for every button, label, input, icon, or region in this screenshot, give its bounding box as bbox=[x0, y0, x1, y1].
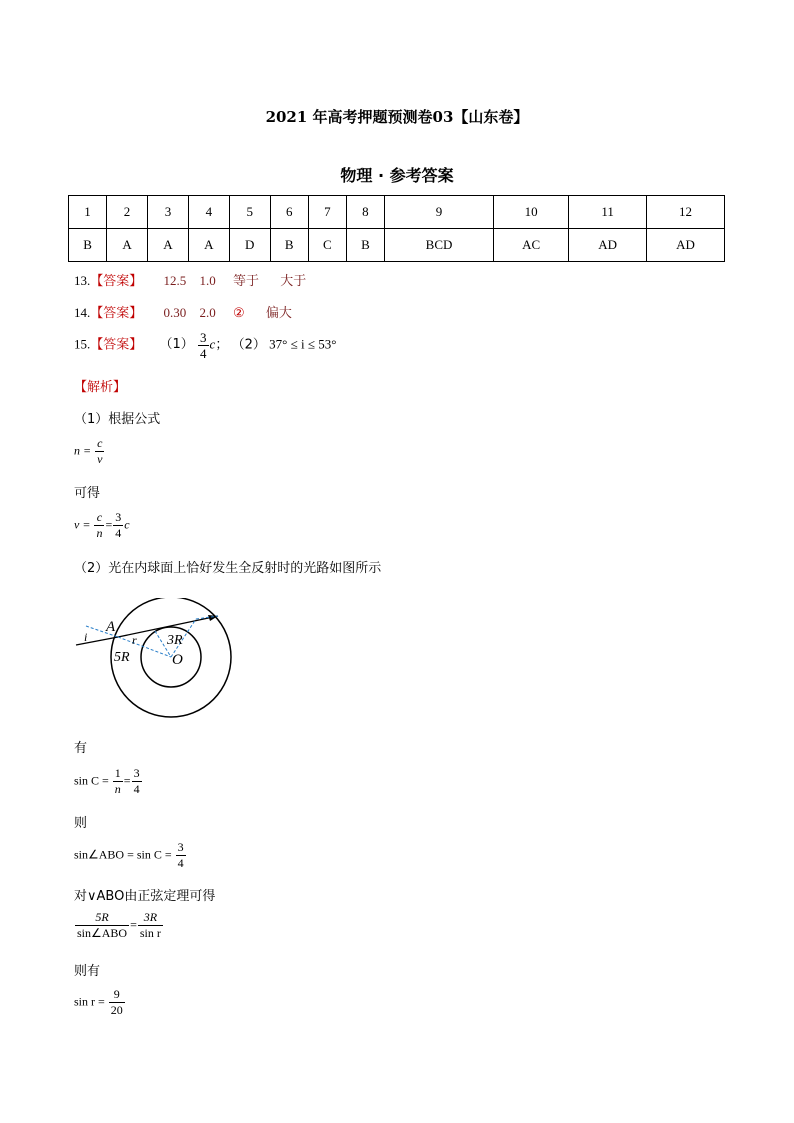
fraction-numerator: 3 bbox=[200, 330, 207, 345]
label-i: i bbox=[84, 630, 88, 644]
table-cell: 12 bbox=[647, 196, 725, 229]
fraction bbox=[138, 910, 163, 941]
table-cell: 9 bbox=[384, 196, 493, 229]
equation bbox=[74, 436, 105, 467]
fraction-denominator: 4 bbox=[133, 782, 140, 796]
analysis-tag: 【解析】 bbox=[74, 380, 127, 395]
fraction bbox=[132, 766, 142, 797]
label-5r: 5R bbox=[114, 650, 130, 665]
fraction-numerator: 3R bbox=[138, 910, 163, 926]
table-cell: AD bbox=[647, 229, 725, 262]
table-row-answers bbox=[69, 229, 725, 262]
answer-line-13 bbox=[74, 270, 306, 289]
fraction bbox=[198, 330, 209, 361]
equation-lhs: v = bbox=[74, 517, 91, 532]
table-cell: 7 bbox=[308, 196, 346, 229]
label-3r: 3R bbox=[167, 633, 183, 648]
analysis-paragraph: 则有 bbox=[74, 964, 101, 979]
answer-value: 等于 bbox=[233, 274, 260, 289]
question-number: 13. bbox=[74, 273, 91, 288]
equation bbox=[74, 910, 164, 941]
page-subtitle: 物理 · 参考答案 bbox=[340, 166, 454, 185]
fraction-denominator: n bbox=[96, 526, 103, 540]
fraction bbox=[95, 436, 104, 467]
fraction-denominator: 4 bbox=[177, 856, 184, 870]
variable: c bbox=[124, 517, 130, 532]
analysis-paragraph: （1）根据公式 bbox=[74, 412, 161, 427]
label-o: O bbox=[172, 652, 183, 668]
equation bbox=[74, 987, 126, 1018]
answer-tag: 【答案】 bbox=[90, 306, 143, 321]
table-cell: BCD bbox=[384, 229, 493, 262]
label-a: A bbox=[106, 619, 116, 635]
fraction-numerator: 1 bbox=[114, 766, 121, 780]
equation-lhs: sin C = bbox=[74, 773, 109, 788]
question-number: 15. bbox=[74, 336, 91, 352]
answer-value: 2.0 bbox=[199, 305, 216, 320]
equals: = bbox=[123, 773, 131, 788]
fraction bbox=[176, 840, 186, 871]
equation-lhs: sin∠ABO = sin C = bbox=[74, 847, 172, 862]
table-cell: 11 bbox=[569, 196, 647, 229]
fraction-numerator: c bbox=[97, 436, 103, 450]
fraction-numerator: 3 bbox=[133, 766, 140, 780]
fraction-numerator: 3 bbox=[177, 840, 184, 854]
table-cell: 3 bbox=[147, 196, 188, 229]
question-number: 14. bbox=[74, 305, 91, 320]
table-cell: 1 bbox=[69, 196, 107, 229]
fraction-numerator: 3 bbox=[115, 510, 122, 524]
equation-lhs: n = bbox=[74, 443, 92, 458]
part-label: （1） bbox=[159, 337, 194, 353]
table-cell: D bbox=[229, 229, 270, 262]
fraction bbox=[75, 910, 129, 941]
separator: ； bbox=[215, 336, 229, 352]
table-cell: AC bbox=[494, 229, 569, 262]
analysis-paragraph: （2）光在内球面上恰好发生全反射时的光路如图所示 bbox=[74, 561, 382, 576]
fraction bbox=[113, 766, 123, 797]
fraction-denominator: 4 bbox=[115, 526, 122, 540]
page-title: 2021 年高考押题预测卷03【山东卷】 bbox=[265, 108, 529, 126]
answer-table bbox=[68, 195, 725, 262]
equals: = bbox=[105, 517, 113, 532]
answer-value: ② bbox=[233, 305, 245, 320]
answer-value: 大于 bbox=[280, 274, 307, 289]
fraction bbox=[109, 987, 125, 1018]
analysis-paragraph: 则 bbox=[74, 816, 88, 831]
table-cell: 2 bbox=[107, 196, 148, 229]
table-cell: A bbox=[147, 229, 188, 262]
table-cell: AD bbox=[569, 229, 647, 262]
fraction-numerator: c bbox=[94, 510, 104, 526]
table-cell: B bbox=[69, 229, 107, 262]
analysis-paragraph: 对∨ABO由正弦定理可得 bbox=[74, 889, 216, 904]
answer-value: 偏大 bbox=[265, 306, 292, 321]
incident-ray bbox=[76, 637, 118, 645]
equation bbox=[74, 840, 187, 871]
fraction-denominator: sin∠ABO bbox=[77, 926, 128, 940]
analysis-paragraph: 可得 bbox=[74, 486, 101, 501]
equals: = bbox=[130, 917, 137, 932]
table-cell: B bbox=[346, 229, 384, 262]
table-cell: 10 bbox=[494, 196, 569, 229]
answer-line-14 bbox=[74, 302, 292, 321]
answer-line-15 bbox=[74, 330, 336, 361]
variable: c bbox=[209, 336, 216, 352]
answer-value: 12.5 bbox=[163, 273, 187, 288]
table-cell: 5 bbox=[229, 196, 270, 229]
table-cell: 4 bbox=[188, 196, 229, 229]
fraction-numerator: 9 bbox=[109, 987, 125, 1003]
fraction-numerator: 5R bbox=[75, 910, 129, 926]
table-cell: A bbox=[188, 229, 229, 262]
answer-tag: 【答案】 bbox=[90, 274, 143, 289]
fraction-denominator: 20 bbox=[110, 1003, 123, 1017]
part-label: （2） bbox=[231, 337, 266, 353]
table-row-numbers bbox=[69, 196, 725, 229]
fraction bbox=[94, 510, 104, 541]
fraction-denominator: 4 bbox=[200, 346, 207, 361]
answer-value: 1.0 bbox=[199, 273, 216, 288]
label-r: r bbox=[132, 633, 137, 647]
equation-lhs: sin r = bbox=[74, 994, 105, 1009]
answer-value: 0.30 bbox=[163, 305, 187, 320]
table-cell: A bbox=[107, 229, 148, 262]
fraction-denominator: v bbox=[97, 452, 103, 466]
optics-diagram bbox=[70, 598, 240, 723]
analysis-paragraph: 有 bbox=[74, 741, 88, 756]
table-cell: 8 bbox=[346, 196, 384, 229]
fraction-denominator: sin r bbox=[139, 926, 161, 940]
answer-tag: 【答案】 bbox=[90, 337, 143, 353]
equation bbox=[74, 510, 130, 541]
fraction bbox=[113, 510, 123, 541]
table-cell: B bbox=[270, 229, 308, 262]
fraction-denominator: n bbox=[114, 782, 121, 796]
equation bbox=[74, 766, 143, 797]
table-cell: C bbox=[308, 229, 346, 262]
table-cell: 6 bbox=[270, 196, 308, 229]
angle-range: 37° ≤ i ≤ 53° bbox=[269, 336, 337, 352]
